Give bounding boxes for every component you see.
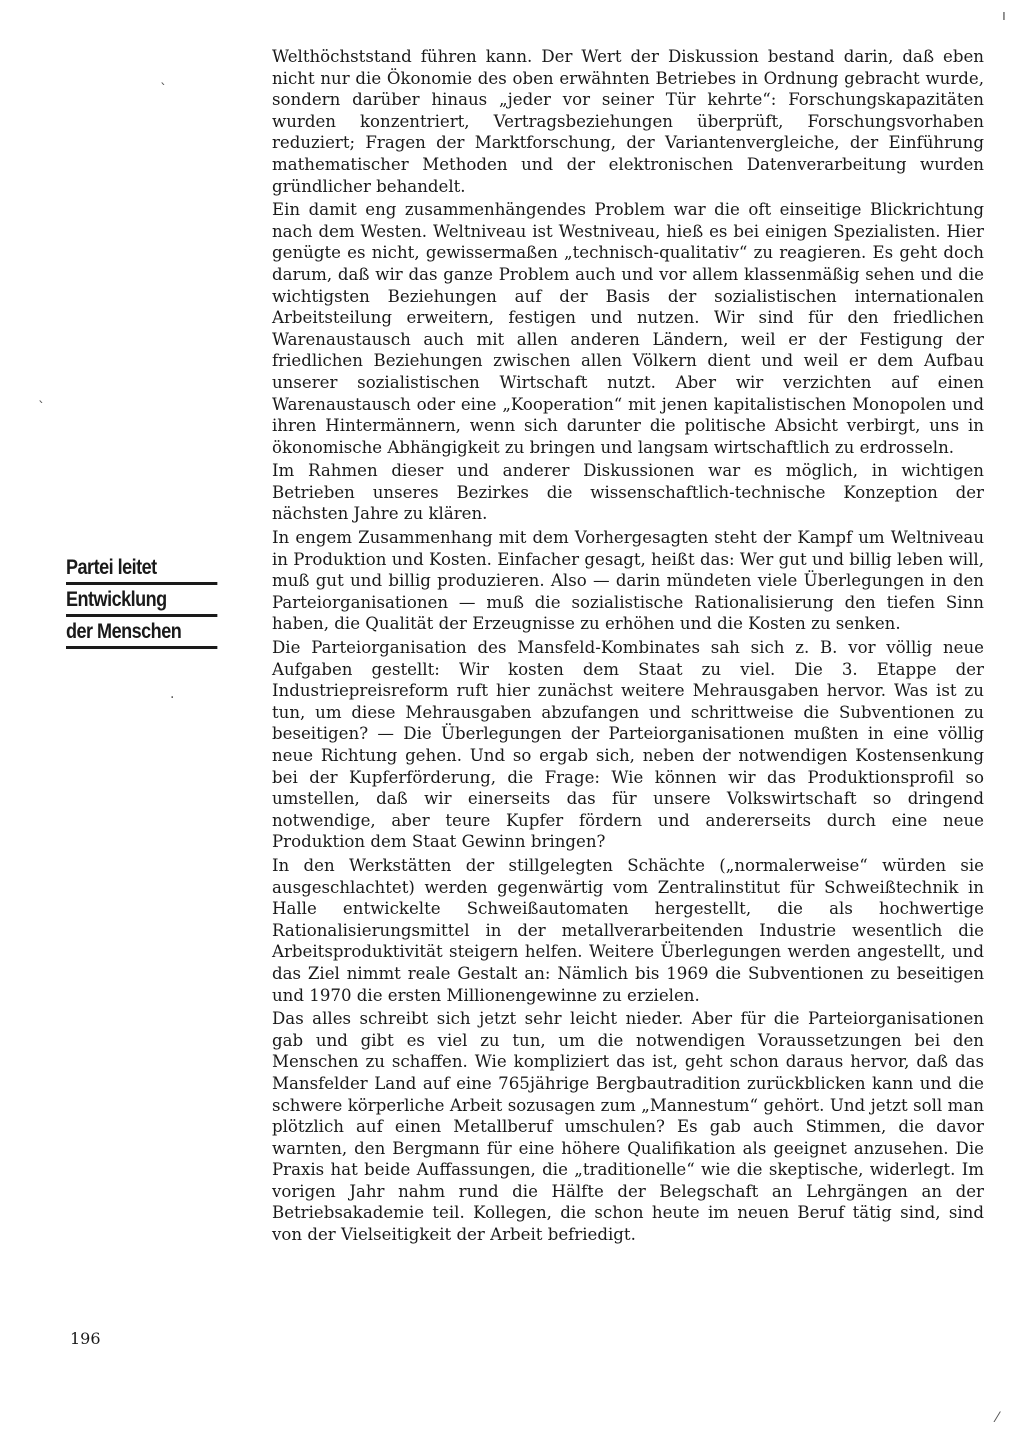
marginal-heading-line: der Menschen [66,617,217,649]
marginal-heading-line: Entwicklung [66,585,217,617]
paragraph: Welthöchststand führen kann. Der Wert der Diskussion bestand darin, daß eben nicht nur die Ökonomie des oben erwähnten Betriebes in Ordnung gebracht wurde, sondern darüber hinaus „jeder vor seiner Tür kehrte“: Forschungskapazitäten wurden konzentriert, Vertragsbeziehungen überprüft, Forschungsvorhaben reduziert; Fragen der Marktforschung, der Variantenvergleiche, der Einführung mathematischer Methoden und der elektronischen Datenverarbeitung wurden gründlicher behandelt. [272,47,984,196]
scan-speck-mark: · [170,690,175,706]
scan-speck-mark: ˋ [160,82,167,98]
marginal-heading [66,553,242,649]
paragraph: In engem Zusammenhang mit dem Vorhergesagten steht der Kampf um Weltniveau in Produktion und Kosten. Einfacher gesagt, heißt das: Wer gut und billig leben will, muß gut und billig produzieren. Also — darin mündeten viele Überlegungen in den Parteiorganisationen — muß die sozialistische Rationalisierung den tiefen Sinn haben, die Qualität der Erzeugnisse zu erhöhen und die Kosten zu senken. [272,528,984,634]
body-text [272,46,984,1248]
paragraph: Ein damit eng zusammenhängendes Problem war die oft einseitige Blickrichtung nach dem Westen. Weltniveau ist Westniveau, hieß es bei einigen Spezialisten. Hier genügte es nicht, gewissermaßen „technisch-qualitativ“ zu reagieren. Es geht doch darum, daß wir das ganze Problem auch und vor allem klassenmäßig sehen und die wichtigsten Beziehungen auf der Basis der sozialistischen internationalen Arbeitsteilung erweitern, festigen und nutzen. Wir sind für den friedlichen Warenaustausch auch mit allen anderen Ländern, weil er der Festigung der friedlichen Beziehungen zwischen allen Völkern dient und weil er dem Aufbau unserer sozialistischen Wirtschaft nutzt. Aber wir verzichten auf einen Warenaustausch oder eine „Kooperation“ mit jenen kapitalistischen Monopolen und ihren Hintermännern, wenn sich darunter die politische Absicht verbirgt, uns in ökonomische Abhängigkeit zu bringen und langsam wirtschaftlich zu erdrosseln. [272,200,984,457]
paragraph: Die Parteiorganisation des Mansfeld-Kombinates sah sich z. B. vor völlig neue Aufgaben gestellt: Wir kosten dem Staat zu viel. Die 3. Etappe der Industriepreisreform ruft hier zunächst weitere Mehrausgaben hervor. Was ist zu tun, um diese Mehrausgaben abzufangen und schrittweise die Subventionen zu beseitigen? — Die Überlegungen der Parteiorganisationen mußten in eine völlig neue Richtung gehen. Und so ergab sich, neben der notwendigen Kostensenkung bei der Kupferförderung, die Frage: Wie können wir das Produktionsprofil so umstellen, daß wir einerseits das für unsere Volkswirtschaft so dringend notwendige, aber teure Kupfer fördern und andererseits durch eine neue Produktion dem Staat Gewinn bringen? [272,638,984,852]
paragraph: In den Werkstätten der stillgelegten Schächte („normalerweise“ würden sie ausgeschlachtet) werden gegenwärtig vom Zentralinstitut für Schweißtechnik in Halle entwickelte Schweißautomaten hergestellt, die als hochwertige Rationalisierungsmittel in der metallverarbeitenden Industrie wesentlich die Arbeitsproduktivität steigern helfen. Weitere Überlegungen werden angestellt, und das Ziel nimmt reale Gestalt an: Nämlich bis 1969 die Subventionen zu beseitigen und 1970 die ersten Millionengewinne zu erzielen. [272,855,984,1005]
scan-speck-mark: ⁄ [996,1410,999,1426]
scan-speck-mark: ı [1002,8,1006,24]
page-number: 196 [70,1329,101,1348]
marginal-heading-line: Partei leitet [66,553,217,585]
paragraph: Das alles schreibt sich jetzt sehr leicht nieder. Aber für die Parteiorganisationen gab und gibt es viel zu tun, um die notwendigen Voraussetzungen bei den Menschen zu schaffen. Wie kompliziert das ist, geht schon daraus hervor, daß das Mansfelder Land auf eine 765jährige Bergbautradition zurückblicken kann und die schwere körperliche Arbeit sozusagen zum „Mannestum“ gehört. Und jetzt soll man plötzlich auf einen Metallberuf umschulen? Es gab auch Stimmen, die davor warnten, den Bergmann für eine höhere Qualifikation als geeignet anzusehen. Die Praxis hat beide Auffassungen, die „traditionelle“ wie die skeptische, widerlegt. Im vorigen Jahr nahm rund die Hälfte der Belegschaft an Lehrgängen an der Betriebsakademie teil. Kollegen, die schon heute im neuen Beruf tätig sind, sind von der Vielseitigkeit der Arbeit befriedigt. [272,1009,984,1245]
paragraph: Im Rahmen dieser und anderer Diskussionen war es möglich, in wichtigen Betrieben unseres Bezirkes die wissenschaftlich-technische Konzeption der nächsten Jahre zu klären. [272,461,984,524]
scan-speck-mark: ˋ [38,400,45,416]
